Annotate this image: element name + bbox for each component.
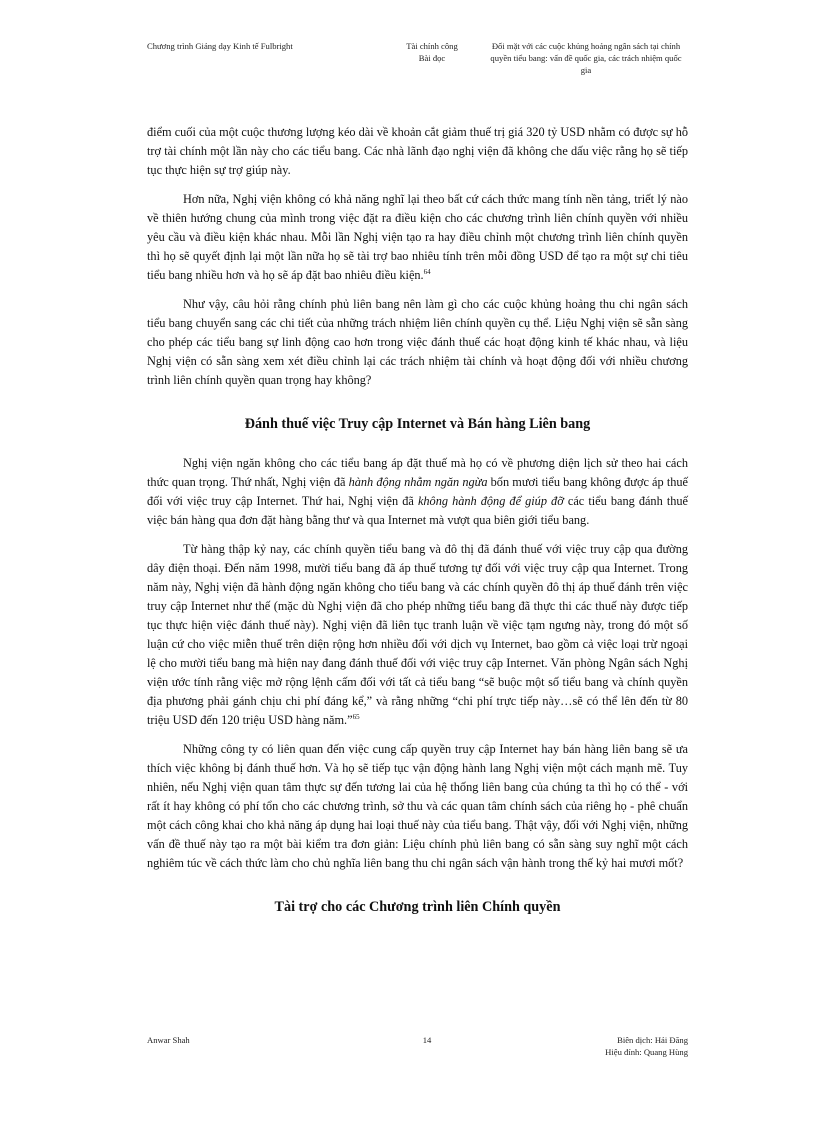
- header-course: [382, 40, 482, 64]
- header-document-title: Đối mặt với các cuộc khủng hoảng ngân sách tại chính quyền tiểu bang: vấn đề quốc gia, các trách nhiệm quốc gia: [490, 41, 682, 75]
- paragraph: [147, 540, 688, 730]
- header-course-type: Bài đọc: [418, 53, 446, 63]
- footer-author: Anwar Shah: [147, 1035, 190, 1045]
- paragraph: Những công ty có liên quan đến việc cung cấp quyền truy cập Internet hay bán hàng liên bang sẽ ưa thích việc không bị đánh thuế hơn. Và họ sẽ tiếp tục vận động hành lang Nghị viện một cách mạnh mẽ. Tuy nhiên, nếu Nghị viện quan tâm thực sự đến tương lai của hệ thống liên bang của chúng ta thì họ có thể - với rất ít hay không có phí tổn cho các chương trình, sở thu và các quan tâm chính sách của riêng họ - phê chuẩn một cách công khai cho khả năng áp dụng hai loại thuế này của tiểu bang. Thật vậy, đối với Nghị viện, những vấn đề thuế này tạo ra một bài kiểm tra đơn giản: Liệu chính phủ liên bang có sẵn sàng suy nghĩ một cách nghiêm túc về cách thức làm cho chủ nghĩa liên bang thu chi ngân sách vận hành trong thế kỷ hai mươi mốt?: [147, 742, 688, 870]
- footnote-ref-65: 65: [352, 713, 360, 721]
- paragraph: [147, 454, 688, 530]
- footer-credits: [560, 1034, 688, 1058]
- footer-translator: Biên dịch: Hải Đăng: [617, 1035, 688, 1045]
- section-heading: Đánh thuế việc Truy cập Internet và Bán hàng Liên bang: [244, 416, 591, 432]
- paragraph-text: Từ hàng thập kỷ nay, các chính quyền tiểu bang và đô thị đã đánh thuế với việc truy cập qua đường dây điện thoại. Đến năm 1998, mười tiểu bang đã áp thuế tương tự đối với việc truy cập qua Internet. Trong năm này, Nghị viện đã hành động ngăn không cho tiểu bang và các chính quyền đô thị áp thuế đánh trên việc truy cập Internet như thế (mặc dù Nghị viện đã cho phép những tiểu bang đã thực thi các thuế này được tiếp tục thực hiện việc đánh thuế này). Nghị viện đã liên tục tranh luận về việc tạm ngưng này, trong đó một số luận cứ cho việc miễn thuế trên diện rộng hơn nhiều đối với dịch vụ Internet, bao gồm cả việc loại trừ ngoại lệ cho mười tiểu bang mà hiện nay đang đánh thuế đối với việc truy cập Internet. Văn phòng Ngân sách Nghị viện ước tính rằng việc mở rộng lệnh cấm đối với tất cả tiểu bang “sẽ buộc một số tiểu bang và chính quyền địa phương phải gánh chịu chi phí đáng kể,” và rằng những “chi phí trực tiếp này…sẽ có thể lên đến từ 80 triệu USD đến 120 triệu USD hàng năm.”: [147, 542, 688, 727]
- paragraph-text: Nghị viện ngăn không cho các tiểu bang áp đặt thuế mà họ có về phương diện lịch sử theo hai cách thức quan trọng. Thứ nhất, Nghị viện đã: [147, 456, 688, 489]
- paragraph: Như vậy, câu hỏi rằng chính phủ liên bang nên làm gì cho các cuộc khủng hoảng thu chi ngân sách tiểu bang chuyển sang các chi tiết của những trách nhiệm liên chính quyền cụ thể. Liệu Nghị viện sẽ sẵn sàng cho phép các tiểu bang sự linh động cao hơn trong việc đánh thuế các hoạt động kinh tế khác nhau, và liệu Nghị viện có sẵn sàng xem xét điều chỉnh lại các trách nhiệm tài chính và hoạt động đối với nhiều chương trình liên chính quyền quan trọng hay không?: [147, 297, 688, 387]
- section-heading: Tài trợ cho các Chương trình liên Chính quyền: [274, 899, 561, 915]
- page-number: 14: [422, 1035, 432, 1045]
- paragraph: [147, 190, 688, 285]
- paragraph-text: Hơn nữa, Nghị viện không có khả năng nghĩ lại theo bất cứ cách thức mang tính nền tảng, triết lý nào về thiên hướng chung của mình trong việc đặt ra điều kiện cho các chương trình liên chính quyền với nhiều yêu cầu và điều kiện khác nhau. Mỗi lần Nghị viện tạo ra hay điều chỉnh một chương trình liên chính quyền thì họ sẽ quyết định lại một lần nữa họ sẽ tài trợ bao nhiêu tính trên mỗi đồng USD để tạo ra một sự chi tiêu tiểu bang nhiều hơn và họ sẽ áp đặt bao nhiêu điều kiện.: [147, 192, 688, 282]
- footnote-ref-64: 64: [423, 268, 431, 276]
- emphasis-text: không hành động để giúp đỡ: [417, 494, 564, 508]
- paragraph-text: bốn mươi tiểu bang không được áp thuế đối với việc truy cập Internet. Thứ hai, Nghị viện đã: [147, 475, 688, 508]
- footer-editor: Hiệu đính: Quang Hùng: [605, 1047, 688, 1057]
- page-body: [147, 123, 688, 916]
- paragraph: điểm cuối của một cuộc thương lượng kéo dài về khoản cắt giảm thuế trị giá 320 tỷ USD nhằm có được sự hỗ trợ tài chính một lần này cho các tiểu bang. Các nhà lãnh đạo nghị viện đã không che dấu việc rằng họ sẽ tiếp tục thực hiện sự trợ giúp này.: [147, 125, 688, 177]
- paragraph-text: các tiểu bang đánh thuế việc bán hàng qua đơn đặt hàng bằng thư và qua Internet mà vượt qua biên giới tiểu bang.: [147, 494, 688, 527]
- emphasis-text: hành động nhằm ngăn ngừa: [348, 475, 488, 489]
- header-course-title: Tài chính công: [406, 41, 458, 51]
- header-program: Chương trình Giảng dạy Kinh tế Fulbright: [147, 41, 293, 51]
